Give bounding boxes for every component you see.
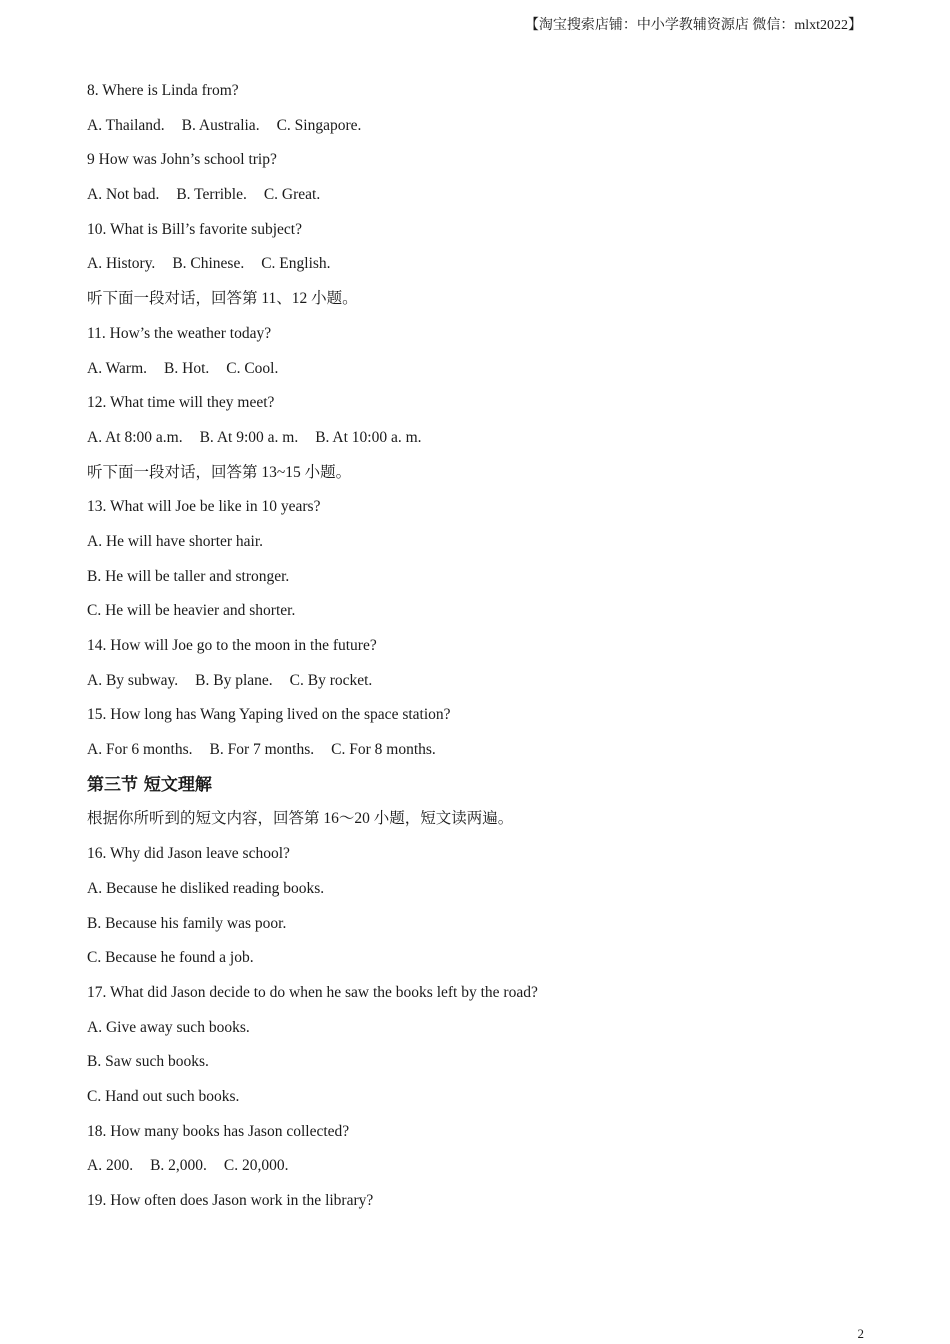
- answer-option: B. Hot.: [164, 359, 210, 377]
- question-text: 14. How will Joe go to the moon in the future?: [87, 637, 377, 654]
- answer-option: C. For 8 months.: [331, 741, 436, 759]
- question-text: 8. Where is Linda from?: [87, 82, 239, 99]
- question-text: C. He will be heavier and shorter.: [87, 602, 296, 620]
- answer-options: [87, 427, 867, 462]
- answer-option: C. English.: [261, 255, 331, 273]
- answer-option: C. Cool.: [226, 359, 279, 377]
- answer-options: [87, 1155, 867, 1190]
- answer-option: A. Not bad.: [87, 186, 160, 204]
- question-text: A. Give away such books.: [87, 1018, 250, 1036]
- answer-option: C. By rocket.: [289, 671, 373, 689]
- answer-option: A. At 8:00 a.m.: [87, 428, 183, 446]
- answer-options: [87, 739, 867, 774]
- document-body: [87, 80, 867, 1225]
- question-text: 18. How many books has Jason collected?: [87, 1122, 350, 1140]
- section-heading: 第三节 短文理解: [87, 774, 212, 795]
- question-text: 15. How long has Wang Yaping lived on the space station?: [87, 706, 451, 724]
- answer-options: [87, 670, 867, 705]
- answer-option: A. 200.: [87, 1157, 134, 1175]
- question-text: 11. How’s the weather today?: [87, 324, 272, 342]
- answer-option: A. By subway.: [87, 671, 179, 689]
- answer-option: B. At 9:00 a. m.: [199, 428, 299, 446]
- answer-option: B. Terrible.: [176, 186, 247, 204]
- instruction-text: 听下面一段对话，回答第 13~15 小题。: [87, 463, 352, 481]
- answer-option: B. By plane.: [195, 671, 273, 689]
- question-text: B. Saw such books.: [87, 1053, 209, 1071]
- answer-option: A. Warm.: [87, 359, 148, 377]
- question-text: C. Because he found a job.: [87, 949, 254, 967]
- answer-option: B. Australia.: [181, 116, 260, 134]
- question-text: B. He will be taller and stronger.: [87, 567, 290, 585]
- answer-options: [87, 184, 867, 219]
- question-text: 9 How was John’s school trip?: [87, 151, 277, 169]
- answer-option: B. For 7 months.: [209, 741, 315, 759]
- answer-option: B. Chinese.: [172, 255, 245, 273]
- question-text: 19. How often does Jason work in the library?: [87, 1192, 374, 1209]
- answer-option: A. For 6 months.: [87, 741, 193, 759]
- answer-option: A. History.: [87, 255, 156, 273]
- instruction-text: 听下面一段对话，回答第 11、12 小题。: [87, 290, 358, 308]
- page-number: 2: [857, 1326, 864, 1341]
- answer-option: C. Singapore.: [276, 116, 362, 134]
- answer-option: C. 20,000.: [223, 1157, 289, 1175]
- question-text: 13. What will Joe be like in 10 years?: [87, 498, 321, 516]
- question-text: B. Because his family was poor.: [87, 914, 287, 932]
- answer-option: B. At 10:00 a. m.: [315, 428, 422, 446]
- instruction-text: 根据你所听到的短文内容，回答第 16～20 小题，短文读两遍。: [87, 810, 514, 828]
- question-text: A. He will have shorter hair.: [87, 532, 264, 550]
- answer-option: B. 2,000.: [150, 1157, 207, 1175]
- question-text: 12. What time will they meet?: [87, 394, 275, 412]
- answer-options: [87, 253, 867, 288]
- answer-options: [87, 358, 867, 393]
- answer-options: [87, 115, 867, 150]
- answer-option: A. Thailand.: [87, 116, 165, 134]
- question-text: 10. What is Bill’s favorite subject?: [87, 220, 302, 238]
- page-header: 【淘宝搜索店铺：中小学教辅资源店 微信：mlxt2022】: [524, 18, 862, 33]
- answer-option: C. Great.: [263, 186, 321, 204]
- question-text: 17. What did Jason decide to do when he saw the books left by the road?: [87, 983, 538, 1001]
- question-text: C. Hand out such books.: [87, 1087, 240, 1105]
- question-text: A. Because he disliked reading books.: [87, 879, 325, 897]
- question-text: 16. Why did Jason leave school?: [87, 845, 290, 863]
